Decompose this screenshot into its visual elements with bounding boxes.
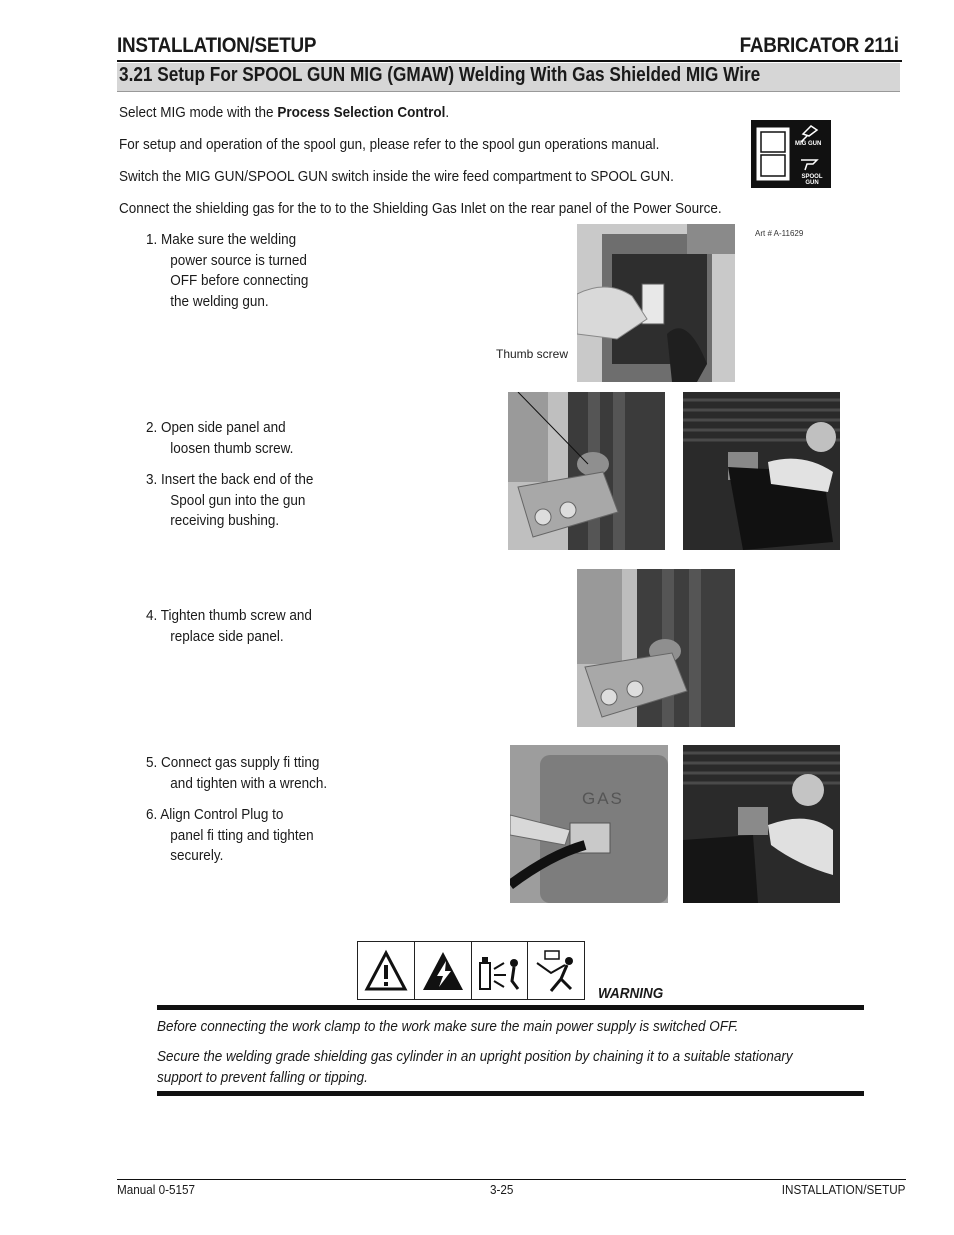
electric-shock-icon [415,942,472,999]
step-3-line-1: 3. Insert the back end of the [146,471,314,488]
step-2-line-1: 2. Open side panel and [146,419,286,436]
falling-cylinder-icon [528,942,584,999]
intro-line-switch: Switch the MIG GUN/SPOOL GUN switch inside the wire feed compartment to SPOOL GUN. [119,168,674,185]
step-5 [146,753,327,794]
photo-control-plug [683,745,840,903]
footer-manual-number: Manual 0-5157 [117,1182,196,1197]
step-6-line-2: panel fi tting and tighten [170,826,314,844]
footer-page-number: 3-25 [490,1182,514,1197]
warning-bottom-bar [157,1091,864,1096]
warning-text-power-off: Before connecting the work clamp to the work make sure the main power supply is switched OFF. [157,1018,739,1035]
intro-line1-prefix: Select MIG mode with the [119,104,278,121]
step-4-line-1: 4. Tighten thumb screw and [146,607,312,624]
warning-icon-strip [357,941,585,1000]
photo-power-switch [577,224,735,382]
step-4 [146,606,312,647]
step-3-line-2: Spool gun into the gun [170,491,306,509]
warning-top-bar [157,1005,864,1010]
step-3 [146,470,313,532]
intro-line-process-selection [119,104,449,121]
intro-line1-suffix: . [445,104,450,121]
footer-rule [117,1179,906,1180]
switch-gun-label: GUN [805,180,819,186]
step-1-line-4: the welding gun. [170,292,269,310]
photo-insert-spool-gun [683,392,840,550]
step-6 [146,805,314,867]
switch-spool-gun-label [801,174,823,186]
process-selection-control-label: Process Selection Control [277,104,446,121]
header-rule [117,60,902,62]
step-6-line-1: 6. Align Control Plug to [146,806,284,823]
header-product-name: FABRICATOR 211i [739,34,899,57]
warning-text-cylinder [157,1047,868,1088]
step-2-line-2: loosen thumb screw. [170,439,294,457]
caution-triangle-icon [358,942,415,999]
header-section-title: INSTALLATION/SETUP [117,34,317,57]
step-1-line-3: OFF before connecting [170,272,309,289]
step-1-line-1: 1. Make sure the welding [146,231,297,248]
mig-spool-switch-icon [751,120,831,188]
step-2 [146,418,293,459]
step-6-line-3: securely. [170,847,224,864]
photo-gun-bushing [508,392,665,550]
art-number: Art # A-11629 [755,229,804,238]
warning-text-cylinder-line-1: Secure the welding grade shielding gas cylinder in an upright position by chaining it to a suitable stationary [157,1048,793,1065]
switch-spool-label: SPOOL [801,174,823,180]
step-5-line-2: and tighten with a wrench. [170,774,328,792]
step-3-line-3: receiving bushing. [170,512,280,529]
photo-gas-fitting [510,745,668,903]
intro-line-shielding-gas: Connect the shielding gas for the to to the Shielding Gas Inlet on the rear panel of the Power Source. [119,200,722,217]
warning-text-cylinder-line-2: support to prevent falling or tipping. [157,1068,368,1086]
step-5-line-1: 5. Connect gas supply fi tting [146,754,320,771]
step-1-line-2: power source is turned [170,251,307,269]
warning-title: WARNING [598,985,664,1002]
thumb-screw-callout: Thumb screw [496,347,569,361]
step-4-line-2: replace side panel. [170,627,284,645]
switch-mig-gun-label: MIG GUN [795,141,822,147]
gas-panel-label: GAS [582,789,624,808]
step-1 [146,230,308,312]
gas-cylinder-hazard-icon [472,942,529,999]
footer-section-name: INSTALLATION/SETUP [781,1182,905,1197]
section-title: 3.21 Setup For SPOOL GUN MIG (GMAW) Welding With Gas Shielded MIG Wire [119,64,761,86]
intro-line-spool-gun-manual: For setup and operation of the spool gun, please refer to the spool gun operations manual. [119,136,660,153]
photo-tighten-thumb-screw [577,569,735,727]
